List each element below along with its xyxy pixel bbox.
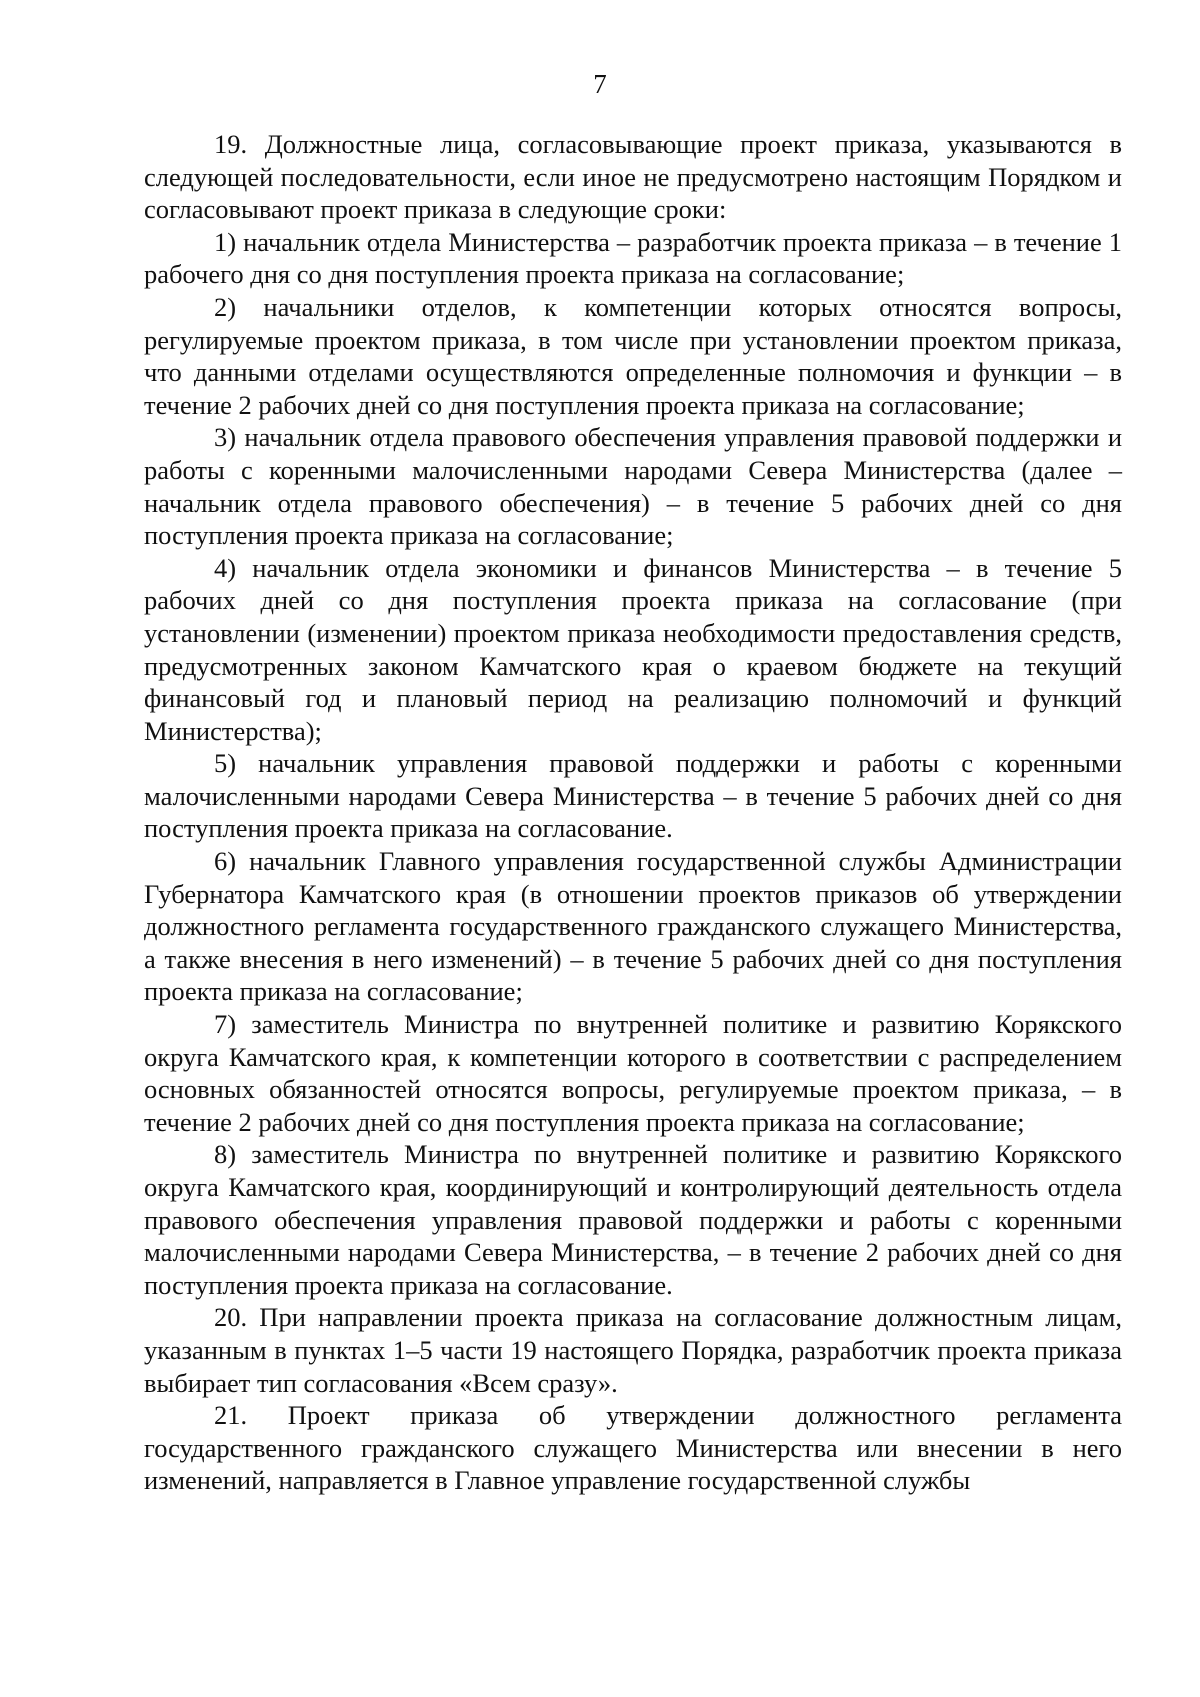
page-number: 7 bbox=[593, 69, 607, 99]
paragraph-19-item-8: 8) заместитель Министра по внутренней политике и развитию Корякского округа Камчатского края, координирующий и контролирующий деятельность отдела правового обеспечения управления правовой поддержки и работы с коренными малочисленными народами Севера Министерства, – в течение 2 рабочих дней со дня поступления проекта приказа на согласование. bbox=[144, 1139, 1122, 1300]
paragraph-19-item-2: 2) начальники отделов, к компетенции которых относятся вопросы, регулируемые проектом приказа, в том числе при установлении проектом приказа, что данными отделами осуществляются определенные полномочия и функции – в течение 2 рабочих дней со дня поступления проекта приказа на согласование; bbox=[144, 291, 1122, 420]
paragraph-19-item-3: 3) начальник отдела правового обеспечения управления правовой поддержки и работы с коренными малочисленными народами Севера Министерства (далее – начальник отдела правового обеспечения) – в течение 5 рабочих дней со дня поступления проекта приказа на согласование; bbox=[144, 422, 1122, 551]
paragraph-19-item-5: 5) начальник управления правовой поддержки и работы с коренными малочисленными народами Севера Министерства – в течение 5 рабочих дней со дня поступления проекта приказа на согласование. bbox=[144, 748, 1122, 844]
paragraph-19-item-6: 6) начальник Главного управления государственной службы Администрации Губернатора Камчатского края (в отношении проектов приказов об утверждении должностного регламента государственного гражданского служащего Министерства, а также внесения в него изменений) – в течение 5 рабочих дней со дня поступления проекта приказа на согласование; bbox=[144, 846, 1122, 1007]
paragraph-21: 21. Проект приказа об утверждении должностного регламента государственного гражданского служащего Министерства или внесении в него изменений, направляется в Главное управление государственной службы bbox=[144, 1400, 1122, 1496]
paragraph-19: 19. Должностные лица, согласовывающие проект приказа, указываются в следующей последовательности, если иное не предусмотрено настоящим Порядком и согласовывают проект приказа в следующие сроки: bbox=[144, 129, 1122, 225]
paragraph-19-item-7: 7) заместитель Министра по внутренней политике и развитию Корякского округа Камчатского края, к компетенции которого в соответствии с распределением основных обязанностей относятся вопросы, регулируемые проектом приказа, – в течение 2 рабочих дней со дня поступления проекта приказа на согласование; bbox=[144, 1009, 1122, 1137]
paragraph-19-item-4: 4) начальник отдела экономики и финансов Министерства – в течение 5 рабочих дней со дня поступления проекта приказа на согласование (при установлении (изменении) проектом приказа необходимости предоставления средств, предусмотренных законом Камчатского края о краевом бюджете на текущий финансовый год и плановый период на реализацию полномочий и функций Министерства); bbox=[144, 552, 1122, 746]
paragraph-20: 20. При направлении проекта приказа на согласование должностным лицам, указанным в пунктах 1–5 части 19 настоящего Порядка, разработчик проекта приказа выбирает тип согласования «Всем сразу». bbox=[144, 1302, 1122, 1398]
paragraph-19-item-1: 1) начальник отдела Министерства – разработчик проекта приказа – в течение 1 рабочего дня со дня поступления проекта приказа на согласование; bbox=[144, 226, 1122, 290]
document-body bbox=[144, 128, 1122, 1497]
